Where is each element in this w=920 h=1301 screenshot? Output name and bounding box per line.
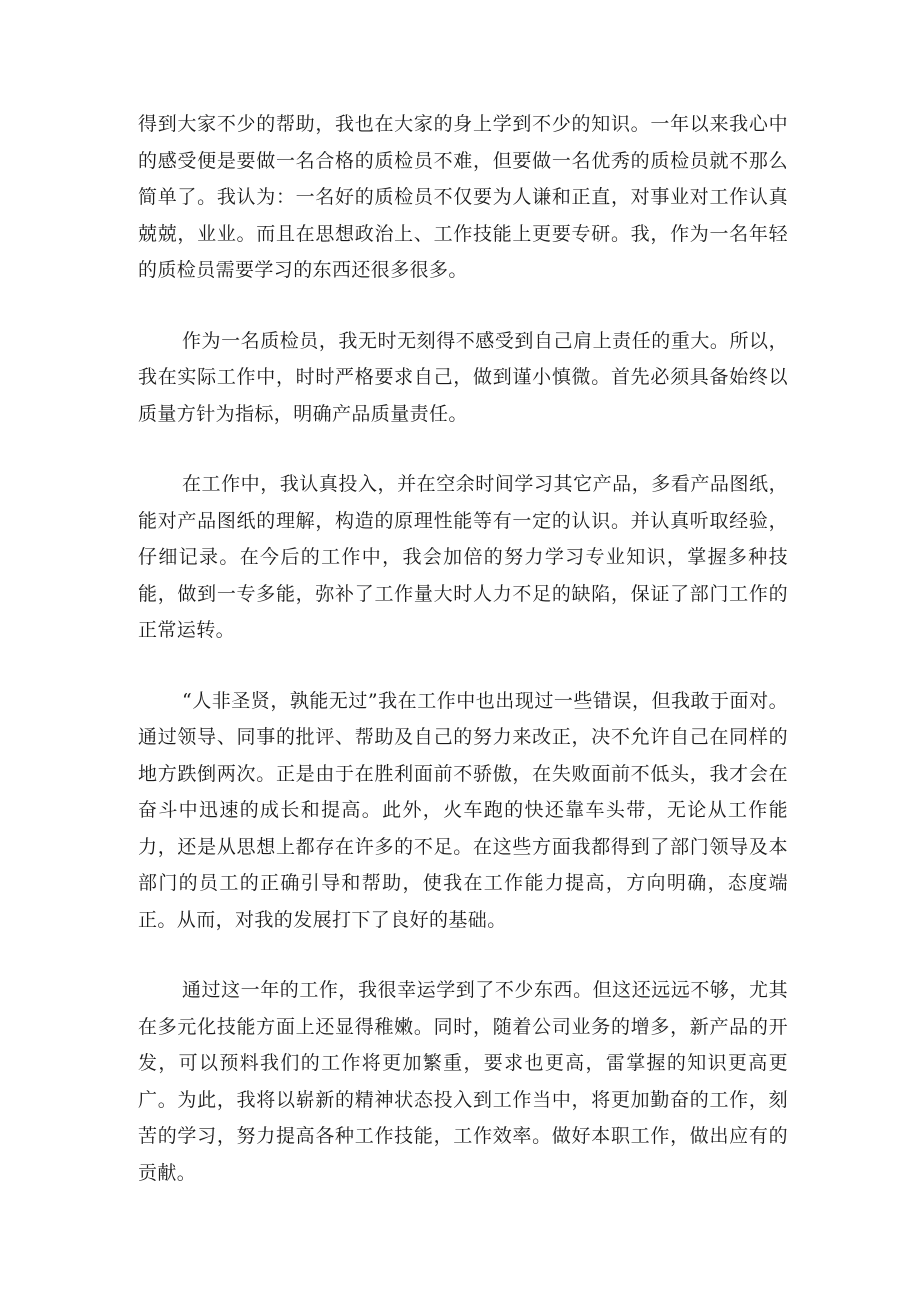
document-body [138,106,788,1225]
paragraph-5: 通过这一年的工作，我很幸运学到了不少东西。但这还远远不够，尤其在多元化技能方面上还显得稚嫩。同时，随着公司业务的增多，新产品的开发，可以预料我们的工作将更加繁重，要求也更高，雷掌握的知识更高更广。为此，我将以崭新的精神状态投入到工作当中，将更加勤奋的工作，刻苦的学习，努力提高各种工作技能，工作效率。做好本职工作，做出应有的贡献。 [138,979,788,1184]
paragraph-2: 作为一名质检员，我无时无刻得不感受到自己肩上责任的重大。所以，我在实际工作中，时时严格要求自己，做到谨小慎微。首先必须具备始终以质量方针为指标，明确产品质量责任。 [138,329,788,425]
paragraph-1: 得到大家不少的帮助，我也在大家的身上学到不少的知识。一年以来我心中的感受便是要做一名合格的质检员不难，但要做一名优秀的质检员就不那么简单了。我认为：一名好的质检员不仅要为人谦和正直，对事业对工作认真兢兢，业业。而且在思想政治上、工作技能上更要专研。我，作为一名年轻的质检员需要学习的东西还很多很多。 [138,113,788,281]
paragraph-3: 在工作中，我认真投入，并在空余时间学习其它产品，多看产品图纸，能对产品图纸的理解，构造的原理性能等有一定的认识。并认真听取经验，仔细记录。在今后的工作中，我会加倍的努力学习专业知识，掌握多种技能，做到一专多能，弥补了工作量大时人力不足的缺陷，保证了部门工作的正常运转。 [138,473,788,641]
paragraph-4: “人非圣贤，孰能无过”我在工作中也出现过一些错误，但我敢于面对。通过领导、同事的批评、帮助及自己的努力来改正，决不允许自己在同样的地方跌倒两次。正是由于在胜利面前不骄傲，在失败面前不低头，我才会在奋斗中迅速的成长和提高。此外，火车跑的快还靠车头带，无论从工作能力，还是从思想上都存在许多的不足。在这些方面我都得到了部门领导及本部门的员工的正确引导和帮助，使我在工作能力提高，方向明确，态度端正。从而，对我的发展打下了良好的基础。 [138,689,788,931]
